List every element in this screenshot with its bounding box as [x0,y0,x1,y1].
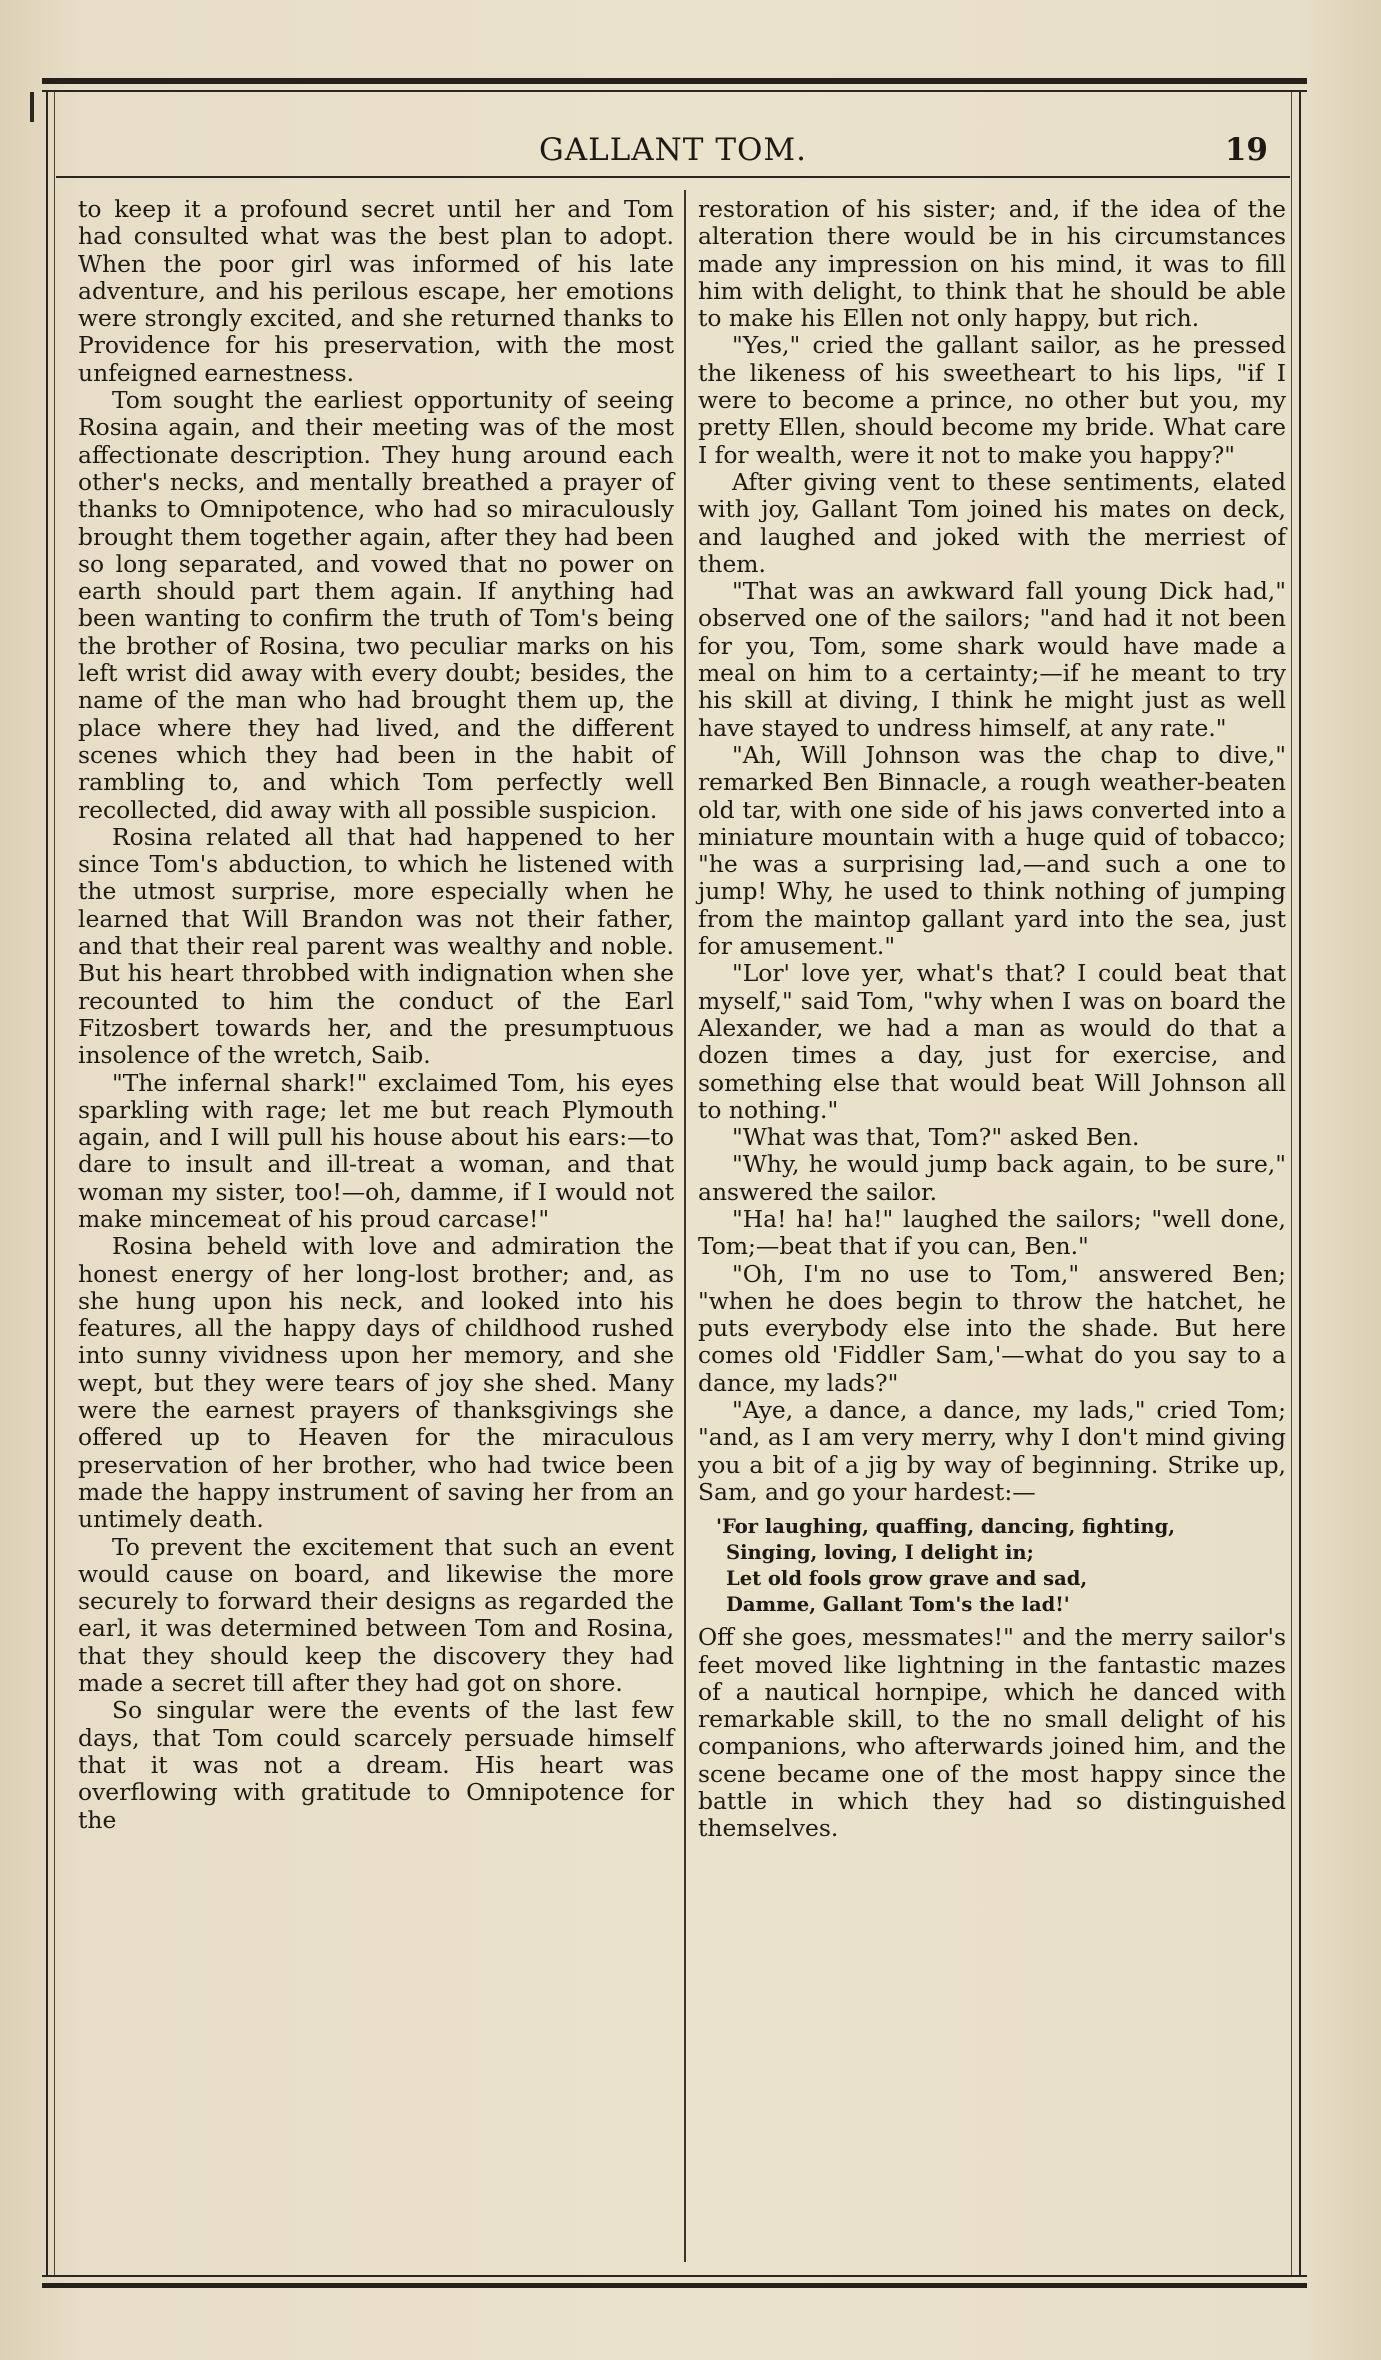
paragraph: "What was that, Tom?" asked Ben. [732,1123,1140,1152]
left-frame-inner-rule [54,92,55,2275]
paragraph: Rosina beheld with love and admiration the honest energy of her long-lost brother; and, as she hung upon his neck, and looked into his features, all the happy days of childhood rushed into sunny vividness upon her memory, and she wept, but they were tears of joy she shed. Many were the earnest prayers of thanksgivings she offered up to Heaven for the miraculous preservation of her brother, who had twice been made the happy instrument of saving her from an untimely death. [78,1232,674,1534]
paragraph: "Why, he would jump back again, to be sure," answered the sailor. [698,1150,1286,1206]
paragraph: restoration of his sister; and, if the idea of the alteration there would be in his circumstances made any impression on his mind, it was to fill him with delight, to think that he should be able to make his Ellen not only happy, but rich. [698,195,1286,333]
top-double-rule [42,78,1307,84]
header-rule [56,176,1290,178]
left-column [78,196,674,1834]
left-frame-rule [46,92,48,2275]
paragraph: "That was an awkward fall young Dick had," observed one of the sailors; "and had it not been for you, Tom, some shark would have made a meal on him to a certainty;—if he meant to try his skill at diving, I think he might just as well have stayed to undress himself, at any rate." [698,577,1286,742]
paragraph: So singular were the events of the last few days, that Tom could scarcely persuade himself that it was not a dream. His heart was overflowing with gratitude to Omnipotence for the [78,1696,674,1834]
running-title: GALLANT TOM. [538,132,808,168]
paragraph: "Aye, a dance, a dance, my lads," cried Tom; "and, as I am very merry, why I don't mind giving you a bit of a jig by way of beginning. Strike up, Sam, and go your hardest:— [698,1396,1286,1506]
paragraph: "The infernal shark!" exclaimed Tom, his eyes sparkling with rage; let me but reach Plymouth again, and I will pull his house about his ears:—to dare to insult and ill-treat a woman, and that woman my sister, too!—oh, damme, if I would not make mincemeat of his proud carcase!" [78,1068,674,1233]
paragraph: "Yes," cried the gallant sailor, as he pressed the likeness of his sweetheart to his lips, "if I were to become a prince, no other but you, my pretty Ellen, should become my bride. What care I for wealth, were it not to make you happy?" [698,331,1286,469]
song-verse [698,1514,1286,1618]
paragraph: Tom sought the earliest opportunity of seeing Rosina again, and their meeting was of the most affectionate description. They hung around each other's necks, and mentally breathed a prayer of thanks to Omnipotence, who had so miraculously brought them together again, after they had been so long separated, and vowed that no power on earth should part them again. If anything had been wanting to confirm the truth of Tom's being the brother of Rosina, two peculiar marks on his left wrist did away with every doubt; besides, the name of the man who had brought them up, the place where they had lived, and the different scenes which they had been in the habit of rambling to, and which Tom perfectly well recollected, did away with all possible suspicion. [78,386,674,824]
paragraph: After giving vent to these sentiments, elated with joy, Gallant Tom joined his mates on deck, and laughed and joked with the merriest of them. [698,467,1286,578]
top-thin-rule [42,90,1307,92]
bottom-thick-rule [42,2283,1307,2288]
margin-mark [30,92,34,122]
paragraph: Off she goes, messmates!" and the merry sailor's feet moved like lightning in the fantastic mazes of a nautical hornpipe, which he danced with remarkable skill, to the no small delight of his companions, who afterwards joined him, and the scene became one of the most happy since the battle in which they had so distinguished themselves. [698,1623,1286,1843]
paragraph: "Lor' love yer, what's that? I could beat that myself," said Tom, "why when I was on board the Alexander, we had a man as would do that a dozen times a day, just for exercise, and something else that would beat Will Johnson all to nothing." [698,959,1286,1124]
column-divider [684,190,686,2262]
running-header [56,128,1290,172]
verse-line: Damme, Gallant Tom's the lad!' [726,1593,1070,1617]
verse-line: Let old fools grow grave and sad, [726,1567,1088,1591]
paragraph: "Ah, Will Johnson was the chap to dive," remarked Ben Binnacle, a rough weather-beaten old tar, with one side of his jaws converted into a miniature mountain with a huge quid of tobacco; "he was a surprising lad,—and such a one to jump! Why, he used to think nothing of jumping from the maintop gallant yard into the sea, just for amusement." [698,740,1286,961]
paragraph: "Ha! ha! ha!" laughed the sailors; "well done, Tom;—beat that if you can, Ben." [698,1204,1286,1261]
right-frame-rule [1299,92,1301,2275]
verse-line: 'For laughing, quaffing, dancing, fighting, [716,1515,1176,1539]
right-column [698,196,1286,1843]
bottom-thin-rule [42,2275,1307,2277]
paragraph: Rosina related all that had happened to her since Tom's abduction, to which he listened with the utmost surprise, more especially when he learned that Will Brandon was not their father, and that their real parent was wealthy and noble. But his heart throbbed with indignation when she recounted to him the conduct of the Earl Fitzosbert towards her, and the presumptuous insolence of the wretch, Saib. [78,822,674,1070]
page-number: 19 [1224,132,1268,168]
paragraph: "Oh, I'm no use to Tom," answered Ben; "when he does begin to throw the hatchet, he puts everybody else into the shade. But here comes old 'Fiddler Sam,'—what do you say to a dance, my lads?" [698,1259,1286,1397]
right-frame-inner-rule [1291,92,1292,2275]
verse-line: Singing, loving, I delight in; [726,1541,1034,1565]
paragraph: To prevent the excitement that such an event would cause on board, and likewise the more securely to forward their designs as regarded the earl, it was determined between Tom and Rosina, that they should keep the discovery they had made a secret till after they had got on shore. [78,1532,674,1698]
paragraph: to keep it a profound secret until her and Tom had consulted what was the best plan to adopt. When the poor girl was informed of his late adventure, and his perilous escape, her emotions were strongly excited, and she returned thanks to Providence for his preservation, with the most unfeigned earnestness. [78,195,674,387]
